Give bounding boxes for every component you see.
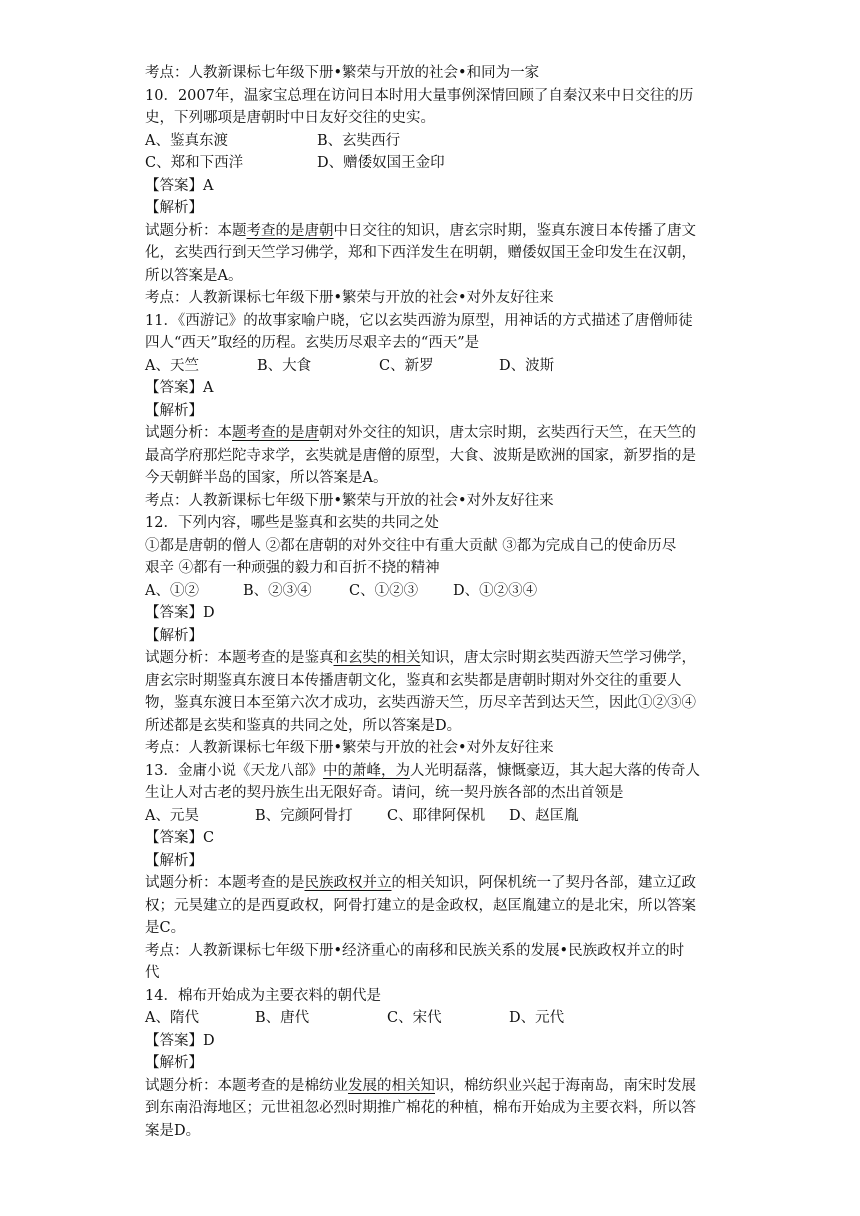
q13-analysis-line-2: 权；元昊建立的是西夏政权，阿骨打建立的是金政权，赵匡胤建立的是北宋，所以答案: [145, 897, 696, 914]
q11-option-b: B、大食: [257, 357, 312, 374]
q11-analysis-line-1: [145, 422, 735, 445]
q13-analysis-line-3: 是C。: [145, 920, 186, 936]
q13-stem-line-1: [145, 760, 735, 783]
q13-option-d: D、赵匡胤: [509, 807, 579, 824]
q10-option-c: C、郑和下西洋: [145, 155, 244, 171]
q11-analysis-text: 试题分析：本: [145, 425, 232, 441]
q13-option-b: B、完颜阿骨打: [255, 807, 353, 824]
q13-option-c: C、耶律阿保机: [387, 807, 486, 824]
q14-analysis-underlined: 发展的相关知: [348, 1077, 435, 1094]
q11-analysis-line-3: 今天朝鲜半岛的国家，所以答案是A。: [145, 470, 388, 486]
question-10: [145, 85, 735, 310]
q14-analysis-line-1: [145, 1075, 735, 1098]
q12-analysis-underlined: 和玄奘的相关: [333, 650, 421, 666]
q11-stem-line-2: 四人“西天”取经的历程。玄奘历尽艰辛去的“西天”是: [145, 335, 480, 351]
question-13: [145, 760, 735, 985]
q12-option-c: C、①②③: [349, 582, 419, 599]
q10-analysis-line-1: [145, 220, 735, 243]
q10-stem-line-2: 史，下列哪项是唐朝时中日友好交往的史实。: [145, 110, 435, 126]
q12-stem-line-2: ①都是唐朝的僧人 ②都在唐朝的对外交往中有重大贡献 ③都为完成自己的使命历尽: [145, 537, 677, 554]
q14-option-b: B、唐代: [255, 1010, 310, 1026]
q12-answer: 【答案】D: [145, 605, 215, 621]
q14-stem-line-1: 14．棉布开始成为主要衣料的朝代是: [145, 987, 381, 1004]
q12-jiexi-heading: 【解析】: [145, 627, 203, 644]
q14-option-a: A、隋代: [145, 1010, 199, 1026]
q12-option-b: B、②③④: [243, 582, 312, 599]
q14-option-c: C、宋代: [387, 1010, 442, 1026]
q10-jiexi-heading: 【解析】: [145, 200, 203, 216]
q10-analysis-line-2: 化，玄奘西行到天竺学习佛学，郑和下西洋发生在明朝，赠倭奴国王金印发生在汉朝，: [145, 245, 696, 261]
q10-answer: 【答案】A: [145, 177, 214, 194]
q13-option-a: A、元昊: [145, 807, 199, 824]
q12-option-a: A、①②: [145, 582, 199, 599]
q12-analysis-line-1: [145, 647, 735, 670]
q10-analysis-text: 中日交往的知识，唐玄宗时期，鉴真东渡日本传播了唐文: [333, 222, 696, 239]
q12-kaodian: 考点：人教新课标七年级下册•繁荣与开放的社会•对外友好往来: [145, 740, 554, 756]
q14-options-row: [145, 1007, 735, 1030]
q11-option-a: A、天竺: [145, 357, 199, 374]
question-12: [145, 512, 735, 760]
document-page: [145, 62, 735, 1142]
q13-kaodian-line-1: 考点：人教新课标七年级下册•经济重心的南移和民族关系的发展•民族政权并立的时: [145, 942, 685, 959]
q12-stem-line-3: 艰辛 ④都有一种顽强的毅力和百折不挠的精神: [145, 560, 440, 576]
q13-stem-text: 人光明磊落，慷慨豪迈，其大起大落的传奇人: [409, 762, 700, 779]
q10-option-d: D、赠倭奴国王金印: [317, 155, 445, 171]
q11-analysis-underlined: 题考查的是唐: [232, 425, 319, 441]
q13-options-row: [145, 805, 735, 828]
q14-jiexi-heading: 【解析】: [145, 1055, 203, 1071]
q13-stem-text: 13．金庸小说《天龙八部》: [145, 762, 323, 779]
q12-analysis-line-2: 唐玄宗时期鉴真东渡日本传播唐朝文化，鉴真和玄奘都是唐朝时期对外交往的重要人: [145, 672, 682, 689]
q13-analysis-text: 试题分析：本题考查的是: [145, 875, 305, 891]
q11-kaodian: 考点：人教新课标七年级下册•繁荣与开放的社会•对外友好往来: [145, 492, 554, 509]
q13-answer: 【答案】C: [145, 830, 215, 846]
q10-options-row-2: [145, 152, 735, 175]
q11-analysis-text: 朝对外交往的知识，唐太宗时期，玄奘西行天竺，在天竺的: [319, 425, 696, 441]
q14-analysis-line-3: 案是D。: [145, 1122, 201, 1139]
q10-kaodian: 考点：人教新课标七年级下册•繁荣与开放的社会•对外友好往来: [145, 290, 554, 306]
q13-stem-line-2: 生让人对古老的契丹族生出无限好奇。请问，统一契丹族各部的杰出首领是: [145, 785, 624, 801]
q12-stem-line-1: 12．下列内容，哪些是鉴真和玄奘的共同之处: [145, 515, 439, 531]
q10-analysis-text: 试题分析：本题: [145, 222, 247, 239]
q10-analysis-line-3: 所以答案是A。: [145, 267, 243, 284]
q11-stem-line-1: 11．《西游记》的故事家喻户晓，它以玄奘西游为原型，用神话的方式描述了唐僧师徒: [145, 312, 693, 329]
q14-answer: 【答案】D: [145, 1032, 215, 1049]
q11-answer: 【答案】A: [145, 380, 214, 396]
q13-jiexi-heading: 【解析】: [145, 852, 203, 869]
q12-analysis-line-3: 物，鉴真东渡日本至第六次才成功，玄奘西游天竺，历尽辛苦到达天竺，因此①②③④: [145, 695, 696, 711]
q13-analysis-text: 的相关知识，阿保机统一了契丹各部，建立辽政: [391, 875, 696, 891]
q12-analysis-text: 试题分析：本题考查的是鉴真: [145, 650, 334, 666]
q12-analysis-text: 知识，唐太宗时期玄奘西游天竺学习佛学，: [420, 650, 696, 666]
q11-option-d: D、波斯: [499, 357, 555, 374]
q11-analysis-line-2: 最高学府那烂陀寺求学，玄奘就是唐僧的原型，大食、波斯是欧洲的国家，新罗指的是: [145, 447, 696, 464]
q10-stem-line-1: 10．2007年，温家宝总理在访问日本时用大量事例深情回顾了自秦汉来中日交往的历: [145, 87, 694, 104]
q14-analysis-text: 试题分析：本题考查的是棉纺业: [145, 1077, 348, 1094]
q14-option-d: D、元代: [509, 1010, 565, 1026]
question-14: [145, 985, 735, 1143]
q10-analysis-underlined: 考查的是唐朝: [246, 222, 334, 239]
q14-analysis-line-2: 到东南沿海地区；元世祖忽必烈时期推广棉花的种植，棉布开始成为主要衣料，所以答: [145, 1100, 696, 1116]
q12-options-row: [145, 580, 735, 603]
q11-jiexi-heading: 【解析】: [145, 402, 203, 419]
q14-analysis-text: 识，棉纺织业兴起于海南岛，南宋时发展: [435, 1077, 696, 1094]
q11-option-c: C、新罗: [379, 357, 434, 374]
q13-kaodian-line-2: 代: [145, 965, 160, 981]
q13-stem-underlined: 中的萧峰，为: [322, 762, 410, 779]
q9-kaodian: 考点：人教新课标七年级下册•繁荣与开放的社会•和同为一家: [145, 65, 540, 81]
q12-analysis-line-4: 所述都是玄奘和鉴真的共同之处，所以答案是D。: [145, 717, 462, 734]
q13-analysis-underlined: 民族政权并立: [304, 875, 392, 891]
q13-analysis-line-1: [145, 872, 735, 895]
q10-option-b: B、玄奘西行: [317, 132, 401, 149]
q12-option-d: D、①②③④: [453, 582, 538, 599]
q10-option-a: A、鉴真东渡: [145, 132, 228, 149]
q10-options-row-1: [145, 130, 735, 153]
question-11: [145, 310, 735, 513]
q11-options-row: [145, 355, 735, 378]
